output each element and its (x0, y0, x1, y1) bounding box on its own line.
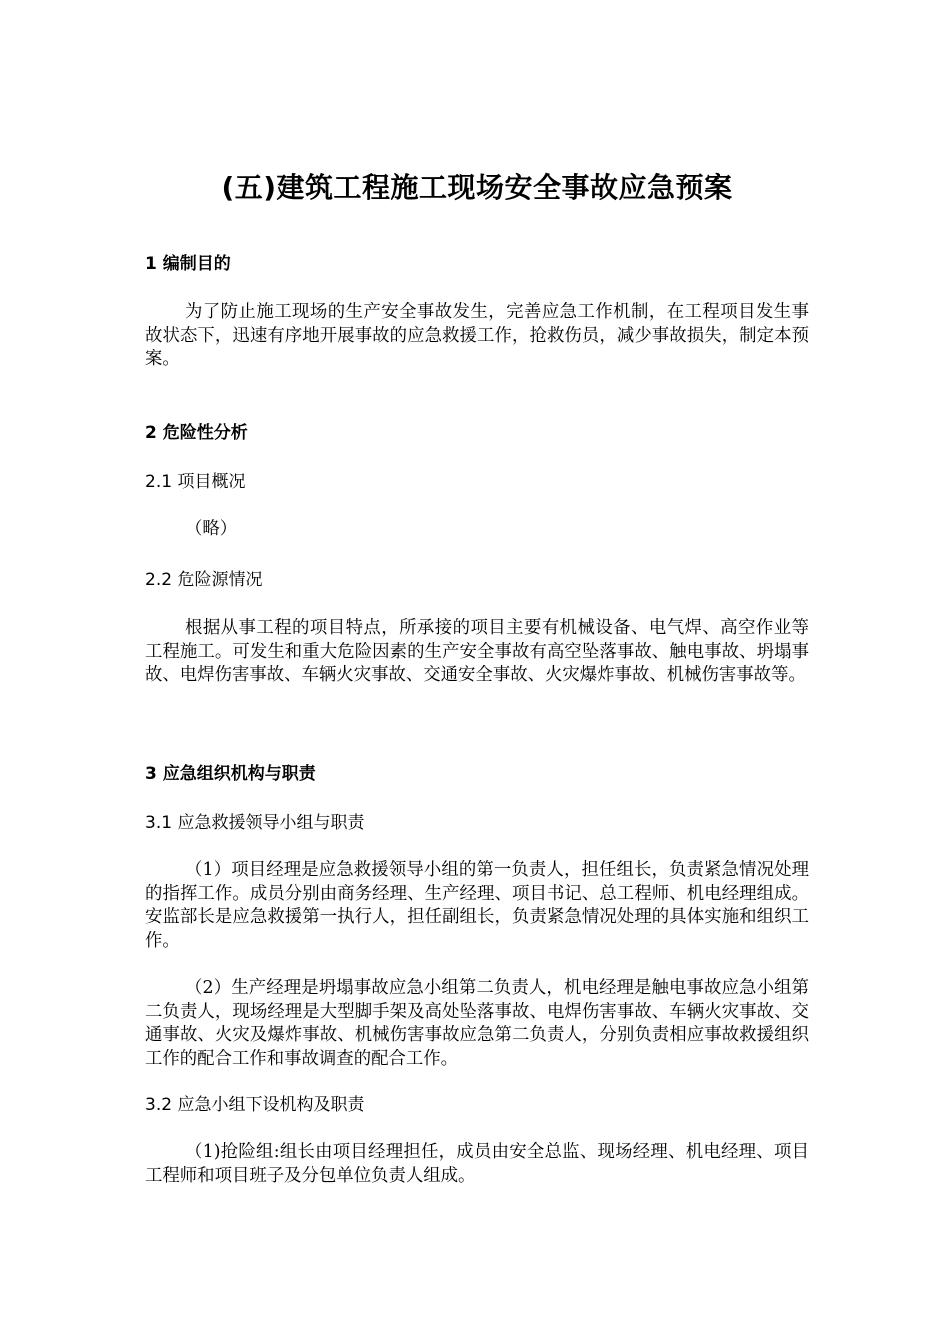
section-1-paragraph: 为了防止施工现场的生产安全事故发生，完善应急工作机制，在工程项目发生事故状态下，迅速有序地开展事故的应急救援工作，抢救伤员，减少事故损失，制定本预案。 (145, 302, 809, 369)
section-3-heading: 3 应急组织机构与职责 (145, 764, 316, 784)
section-3-1-paragraph-1: （1）项目经理是应急救援领导小组的第一负责人，担任组长，负责紧急情况处理的指挥工作。成员分别由商务经理、生产经理、项目书记、总工程师、机电经理组成。安监部长是应急救援第一执行人，担任副组长，负责紧急情况处理的具体实施和组织工作。 (145, 860, 809, 951)
section-1-heading: 1 编制目的 (145, 254, 231, 274)
document-title: (五)建筑工程施工现场安全事故应急预案 (221, 171, 733, 204)
section-3-2-heading: 3.2 应急小组下设机构及职责 (145, 1095, 365, 1115)
section-3-1-heading: 3.1 应急救援领导小组与职责 (145, 813, 365, 833)
section-3-1-paragraph-2: （2）生产经理是坍塌事故应急小组第二负责人，机电经理是触电事故应急小组第二负责人，现场经理是大型脚手架及高处坠落事故、电焊伤害事故、车辆火灾事故、交通事故、火灾及爆炸事故、机械伤害事故应急第二负责人，分别负责相应事故救援组织工作的配合工作和事故调查的配合工作。 (145, 978, 809, 1069)
section-2-heading: 2 危险性分析 (145, 423, 248, 443)
section-2-2-paragraph: 根据从事工程的项目特点，所承接的项目主要有机械设备、电气焊、高空作业等工程施工。可发生和重大危险因素的生产安全事故有高空坠落事故、触电事故、坍塌事故、电焊伤害事故、车辆火灾事故、交通安全事故、火灾爆炸事故、机械伤害事故等。 (145, 618, 809, 685)
section-3-2-paragraph-1: （1)抢险组:组长由项目经理担任，成员由安全总监、现场经理、机电经理、项目工程师和项目班子及分包单位负责人组成。 (145, 1142, 809, 1186)
section-2-1-heading: 2.1 项目概况 (145, 472, 246, 492)
section-2-2-heading: 2.2 危险源情况 (145, 570, 263, 590)
section-2-1-paragraph: （略） (185, 519, 238, 539)
